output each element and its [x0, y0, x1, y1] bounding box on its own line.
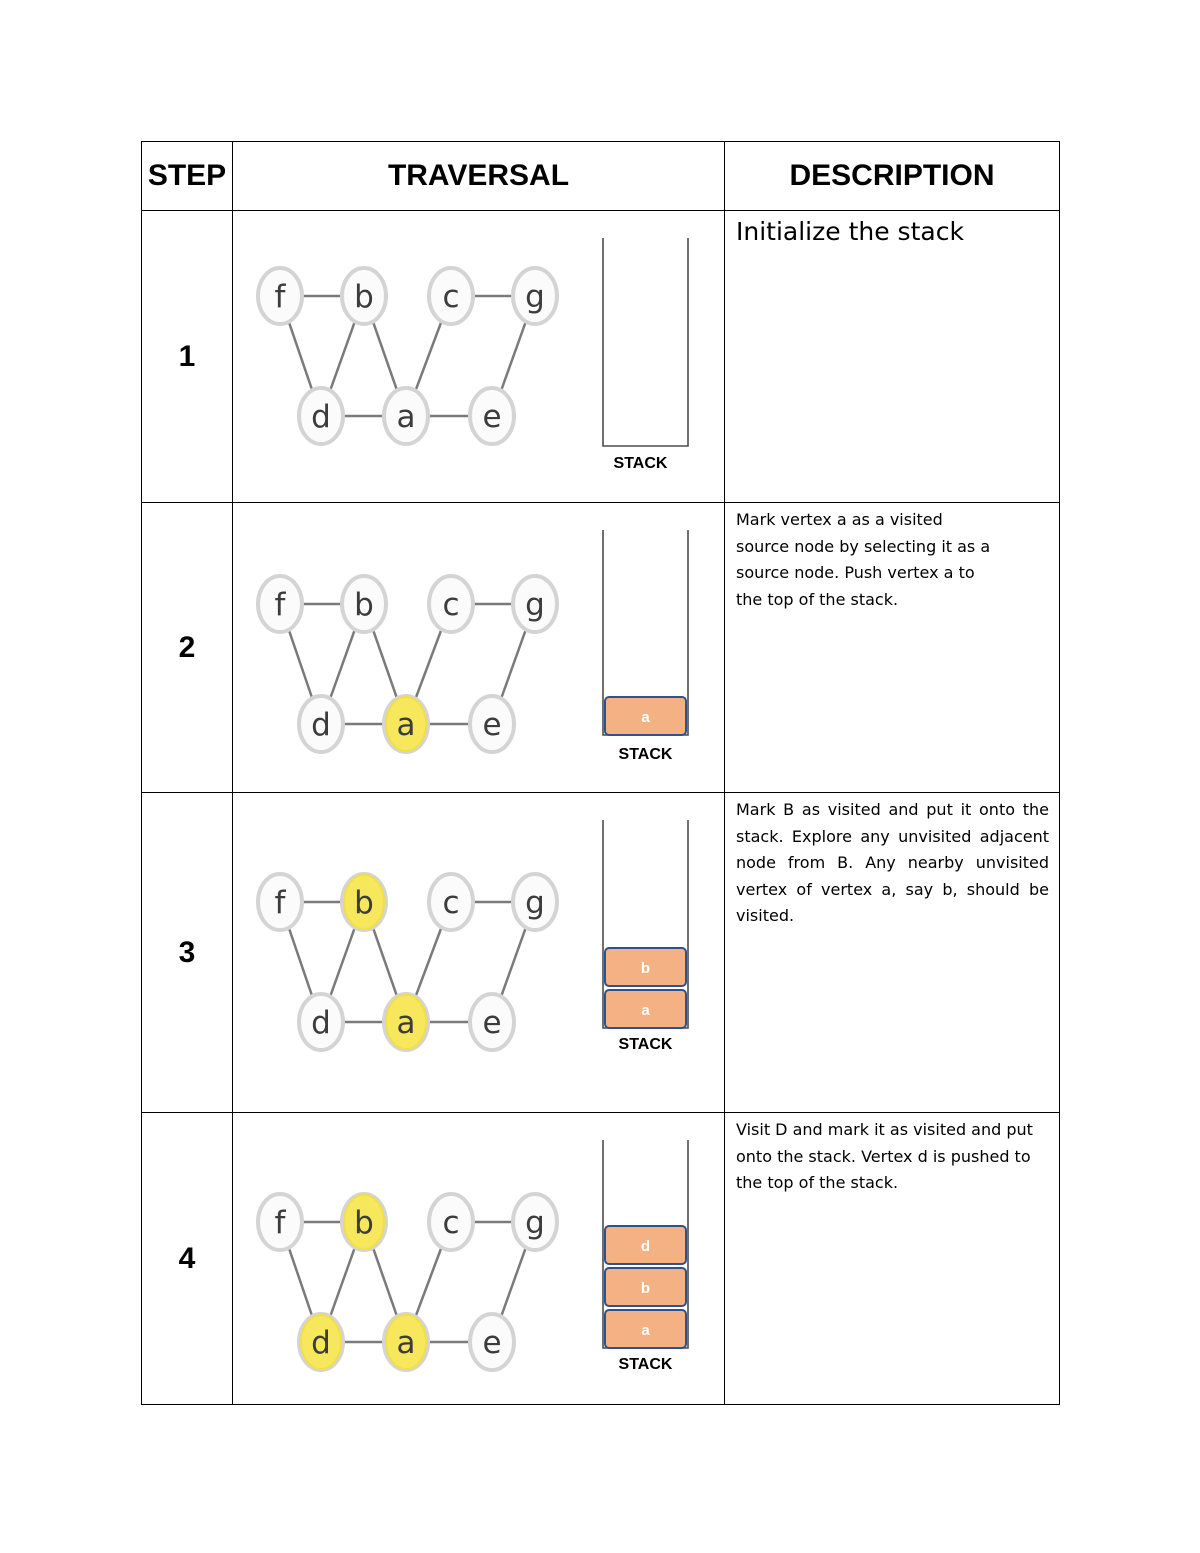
stack-caption: STACK	[618, 746, 673, 763]
stack-item-label: a	[641, 1322, 650, 1339]
description-line: source node. Push vertex a to	[736, 563, 975, 582]
node-e	[470, 1314, 514, 1370]
stack	[603, 1140, 688, 1373]
stack-container	[603, 238, 688, 446]
node-d	[299, 696, 343, 752]
node-label: d	[311, 1325, 331, 1361]
header-row	[142, 142, 1060, 211]
node-label: b	[354, 885, 374, 921]
header-description: DESCRIPTION	[725, 142, 1060, 211]
node-label: e	[482, 399, 502, 435]
node-d	[299, 1314, 343, 1370]
node-g	[513, 874, 557, 930]
node-c	[429, 576, 473, 632]
node-a	[384, 388, 428, 444]
description-cell	[725, 503, 1060, 793]
node-label: c	[442, 885, 460, 921]
node-label: g	[525, 1205, 545, 1241]
stack-item-a	[605, 990, 686, 1028]
description-line: Initialize the stack	[736, 217, 964, 246]
node-c	[429, 1194, 473, 1250]
step-number: 1	[142, 211, 233, 503]
header-traversal: TRAVERSAL	[233, 142, 725, 211]
node-a	[384, 696, 428, 752]
node-label: d	[311, 1005, 331, 1041]
node-b	[342, 268, 386, 324]
node-label: c	[442, 279, 460, 315]
traversal-cell	[233, 1113, 725, 1405]
graph	[258, 576, 557, 752]
node-label: b	[354, 1205, 374, 1241]
node-b	[342, 576, 386, 632]
stack-item-a	[605, 697, 686, 735]
node-label: g	[525, 885, 545, 921]
stack-item-a	[605, 1310, 686, 1348]
node-label: a	[396, 1005, 416, 1041]
stack-item-label: d	[640, 1238, 651, 1255]
description-line: Mark vertex a as a visited	[736, 510, 943, 529]
node-c	[429, 268, 473, 324]
table-row	[142, 503, 1060, 793]
node-label: b	[354, 279, 374, 315]
stack-caption: STACK	[618, 1356, 673, 1373]
description-line: the top of the stack.	[736, 589, 899, 609]
description-line: source node by selecting it as a	[736, 536, 991, 556]
traversal-cell	[233, 793, 725, 1113]
node-f	[258, 576, 302, 632]
table-row	[142, 211, 1060, 503]
step-number: 3	[142, 793, 233, 1113]
node-label: f	[274, 279, 286, 315]
stack-item-label: a	[641, 709, 650, 726]
node-label: f	[274, 1205, 286, 1241]
table-row	[142, 1113, 1060, 1405]
node-label: a	[396, 707, 416, 743]
node-label: f	[274, 587, 286, 623]
node-f	[258, 1194, 302, 1250]
stack-caption: STACK	[613, 455, 668, 472]
stack	[603, 530, 688, 763]
node-label: g	[525, 279, 545, 315]
node-a	[384, 1314, 428, 1370]
node-e	[470, 388, 514, 444]
graph-diagram	[233, 1113, 723, 1403]
graph-diagram	[233, 211, 723, 501]
stack-item-label: b	[640, 1280, 651, 1297]
node-g	[513, 576, 557, 632]
node-e	[470, 994, 514, 1050]
description-text: Visit D and mark it as visited and put onto the stack. Vertex d is pushed to the top of the stack.	[736, 1120, 1033, 1192]
node-label: e	[482, 1005, 502, 1041]
header-step: STEP	[142, 142, 233, 211]
graph-diagram	[233, 793, 723, 1111]
table-row	[142, 793, 1060, 1113]
traversal-cell	[233, 503, 725, 793]
node-f	[258, 268, 302, 324]
node-label: a	[396, 399, 416, 435]
node-e	[470, 696, 514, 752]
graph	[258, 1194, 557, 1370]
description-cell	[725, 211, 1060, 503]
stack-item-label: b	[640, 960, 651, 977]
node-c	[429, 874, 473, 930]
node-label: b	[354, 587, 374, 623]
step-number: 2	[142, 503, 233, 793]
stack	[603, 238, 688, 472]
node-g	[513, 268, 557, 324]
stack-item-b	[605, 948, 686, 986]
node-d	[299, 994, 343, 1050]
node-label: f	[274, 885, 286, 921]
traversal-cell	[233, 211, 725, 503]
stack-caption: STACK	[618, 1036, 673, 1053]
node-d	[299, 388, 343, 444]
stack-item-label: a	[641, 1002, 650, 1019]
stack	[603, 820, 688, 1053]
stack-item-d	[605, 1226, 686, 1264]
node-label: c	[442, 1205, 460, 1241]
description-cell	[725, 1113, 1060, 1405]
graph-diagram	[233, 503, 723, 791]
step-number: 4	[142, 1113, 233, 1405]
node-a	[384, 994, 428, 1050]
node-label: a	[396, 1325, 416, 1361]
graph	[258, 874, 557, 1050]
dfs-steps-table	[141, 141, 1060, 1405]
node-g	[513, 1194, 557, 1250]
stack-item-b	[605, 1268, 686, 1306]
node-b	[342, 874, 386, 930]
node-b	[342, 1194, 386, 1250]
node-label: d	[311, 707, 331, 743]
description-text: Mark B as visited and put it onto the stack. Explore any unvisited adjacent node from B. Any nearby unvisited vertex of vertex a, say b, should be visited.	[736, 800, 1049, 925]
description-cell	[725, 793, 1060, 1113]
node-label: c	[442, 587, 460, 623]
node-label: e	[482, 1325, 502, 1361]
node-f	[258, 874, 302, 930]
graph	[258, 268, 557, 444]
node-label: d	[311, 399, 331, 435]
node-label: e	[482, 707, 502, 743]
node-label: g	[525, 587, 545, 623]
